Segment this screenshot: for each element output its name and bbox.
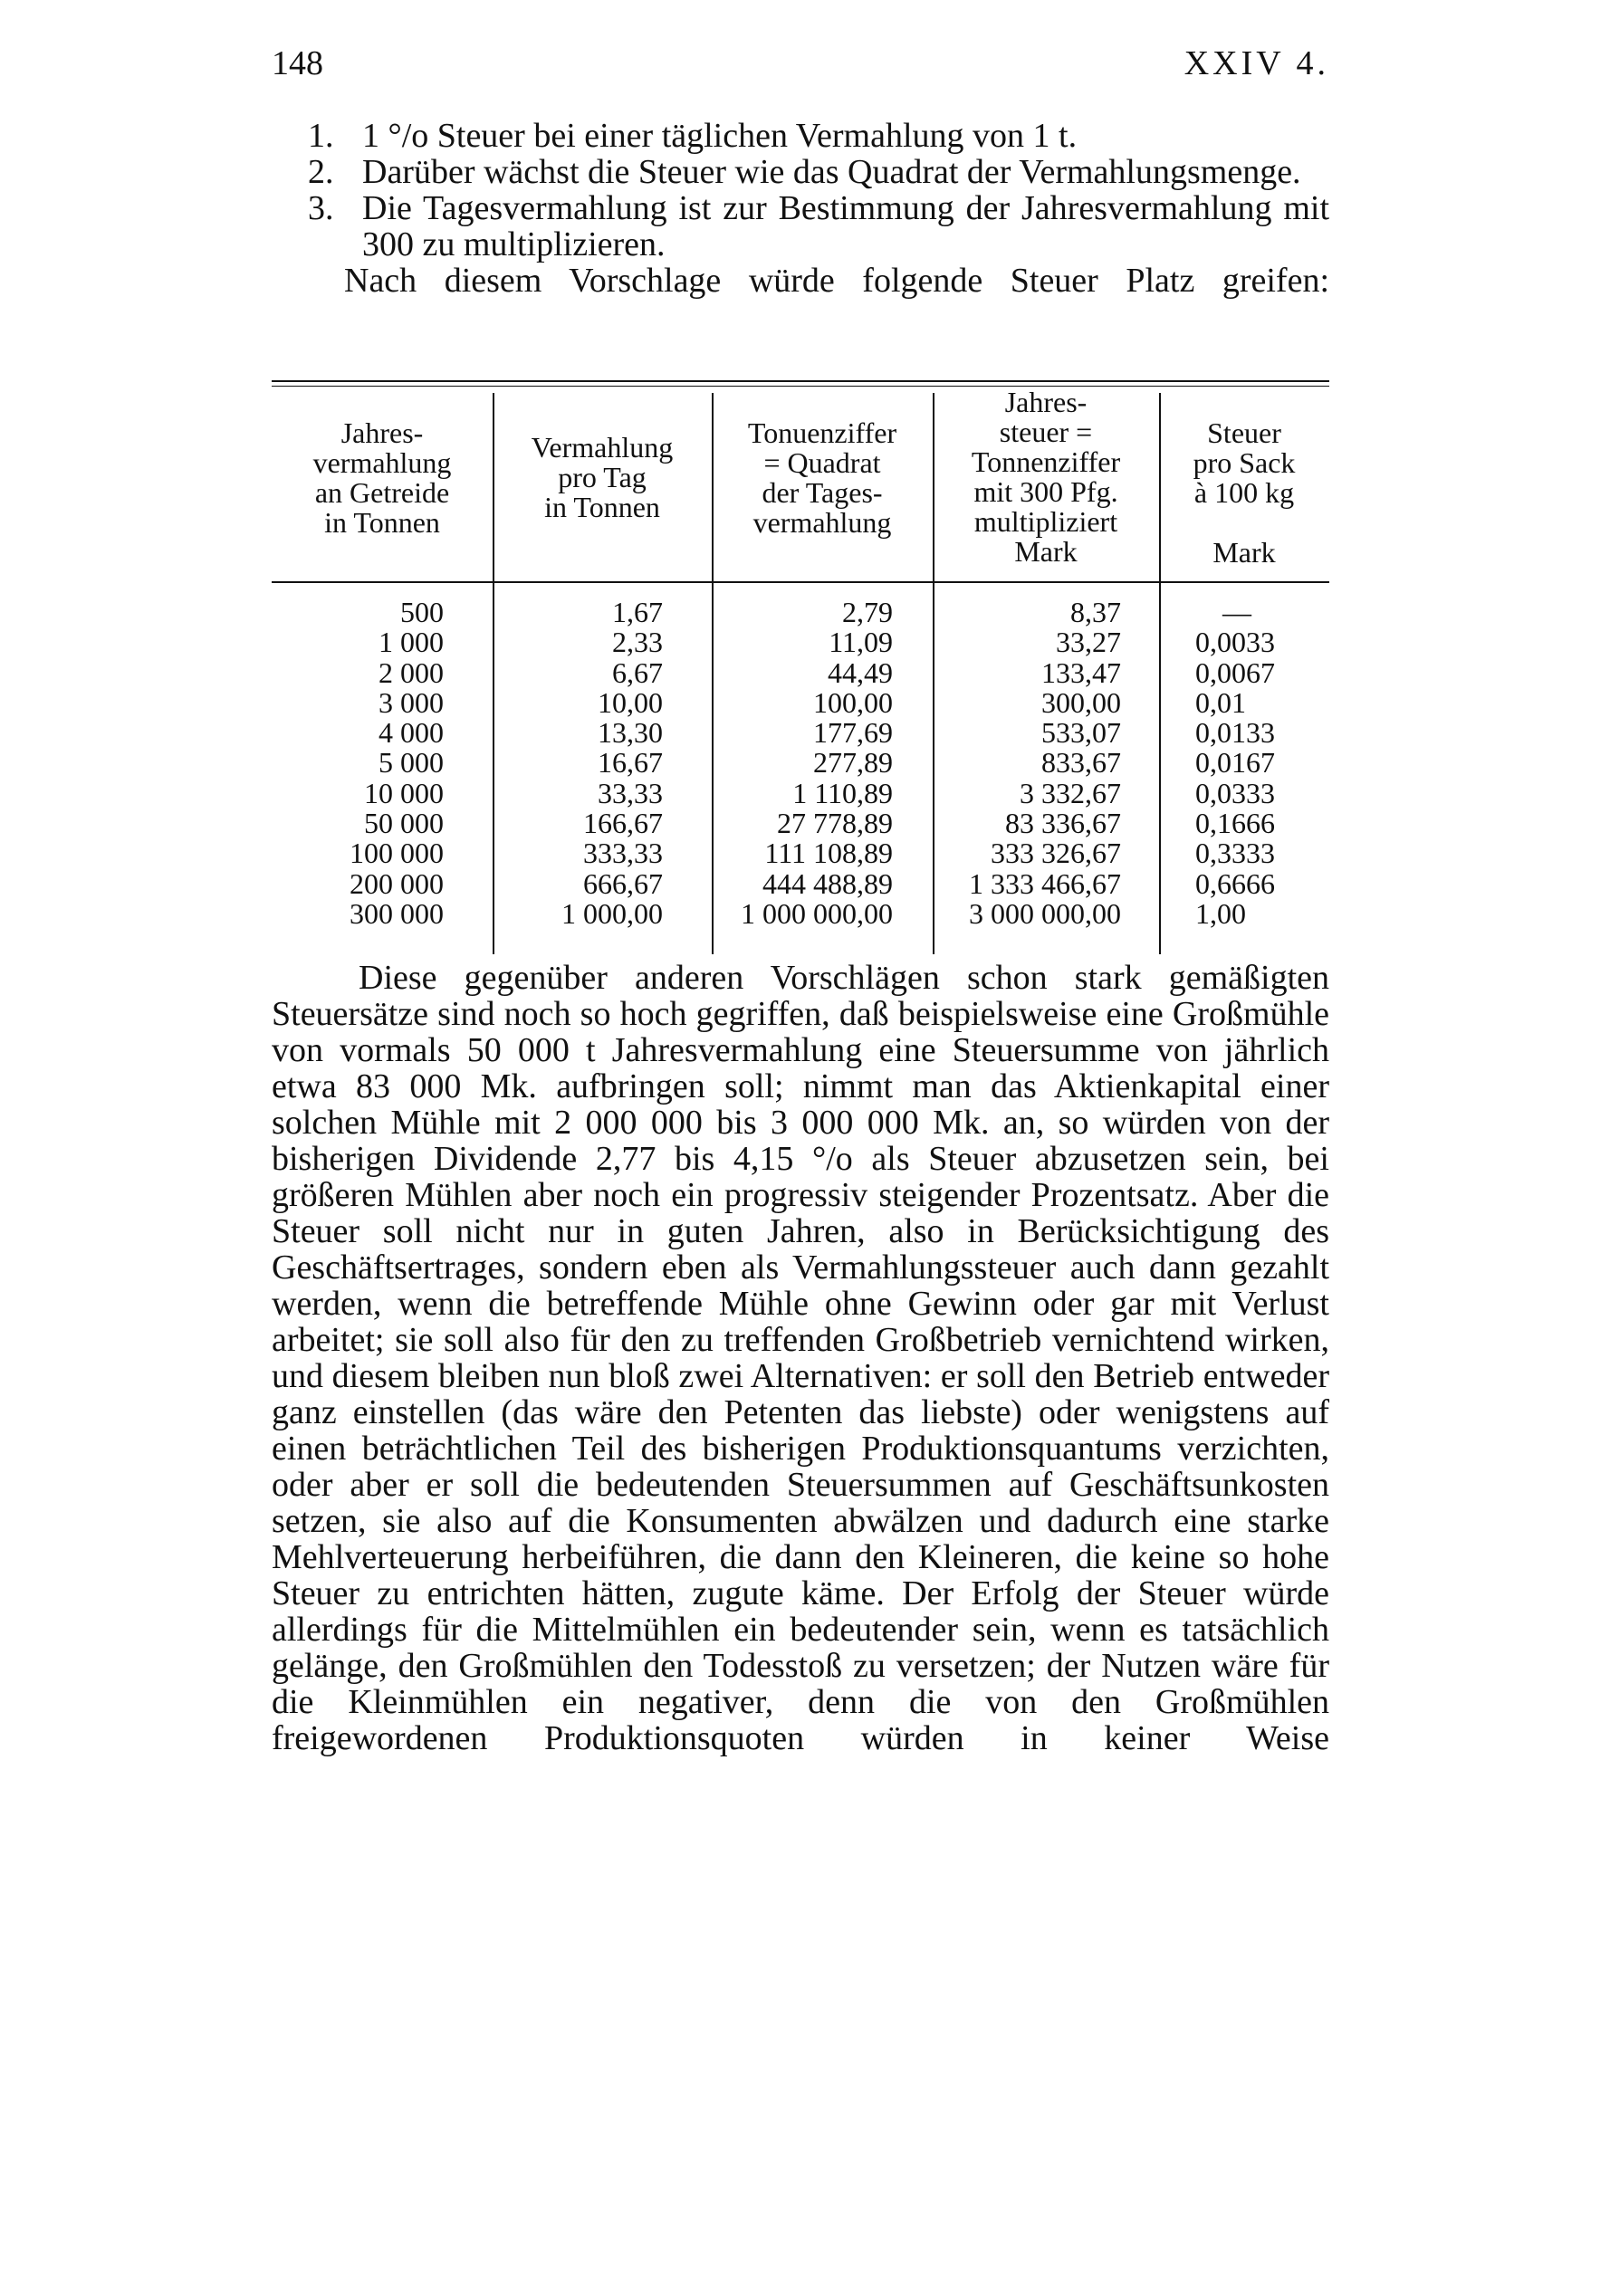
list-text: Darüber wächst die Steuer wie das Quadrat der Vermahlungsmenge. (362, 153, 1301, 191)
list-number: 2. (308, 153, 334, 191)
table-cell: 3 332,67 (1020, 776, 1121, 809)
table-cell: 833,67 (1041, 746, 1121, 780)
table-cell: 0,0133 (1195, 716, 1275, 750)
numbered-list (272, 118, 1329, 299)
table-cell: 1,67 (612, 596, 663, 628)
column-daily-milling (493, 598, 663, 929)
table-cell: 8,37 (1070, 596, 1121, 628)
list-text: Die Tagesvermahlung ist zur Bestimmung der Jahresvermahlung mit 300 zu multiplizieren. (362, 189, 1329, 263)
table-cell: 1 000 (379, 626, 444, 659)
table-cell: 533,07 (1041, 716, 1121, 750)
table-cell: 10,00 (598, 685, 663, 719)
column-ton-figure (712, 598, 893, 929)
table-cell: 200 000 (350, 866, 444, 900)
table-cell: 44,49 (828, 655, 893, 689)
table-top-rule (272, 380, 1329, 382)
table-cell: 0,0333 (1195, 776, 1275, 809)
table-cell: 0,6666 (1195, 866, 1275, 900)
table-cell: 177,69 (813, 716, 893, 750)
table-cell: 0,01 (1195, 685, 1246, 719)
table-cell: 3 000 (379, 685, 444, 719)
column-header-ton-figure: Tonuenziffer = Quadrat der Tages- vermahlung (747, 416, 897, 539)
table-cell: 100,00 (813, 685, 893, 719)
table-cell: 500 (400, 596, 444, 628)
list-text: 1 °/o Steuer bei einer täglichen Vermahlung von 1 t. (362, 117, 1078, 155)
table-cell: 166,67 (583, 807, 663, 840)
list-number: 1. (308, 117, 334, 155)
table-cell: 111 108,89 (764, 837, 893, 870)
table-cell: 10 000 (364, 776, 444, 809)
table-cell: 133,47 (1041, 655, 1121, 689)
table-cell: — (1222, 596, 1251, 628)
table-cell: 1 000 000,00 (741, 896, 893, 930)
page-header (272, 43, 1329, 92)
column-header-annual-tax: Jahres- steuer = Tonnenziffer mit 300 Pfg. multipliziert Mark (971, 386, 1121, 568)
table-cell: 16,67 (598, 746, 663, 780)
table-cell: 6,67 (612, 655, 663, 689)
table-cell: 100 000 (350, 837, 444, 870)
table-cell: 2,33 (612, 626, 663, 659)
table-cell: 333 326,67 (991, 837, 1121, 870)
table-cell: 2,79 (842, 596, 893, 628)
table-cell: 4 000 (379, 716, 444, 750)
table-cell: 666,67 (583, 866, 663, 900)
table-cell: 277,89 (813, 746, 893, 780)
table-cell: 33,27 (1056, 626, 1121, 659)
table-cell: 1 000,00 (561, 896, 663, 930)
table-cell: 13,30 (598, 716, 663, 750)
table-cell: 0,1666 (1195, 807, 1275, 840)
table-cell: 300 000 (350, 896, 444, 930)
list-item (272, 190, 1329, 263)
table-header-rule (272, 581, 1329, 583)
section-reference: XXIV 4. (1184, 44, 1329, 82)
table-cell: 33,33 (598, 776, 663, 809)
table-cell: 5 000 (379, 746, 444, 780)
table-cell: 2 000 (379, 655, 444, 689)
table-cell: 50 000 (364, 807, 444, 840)
list-item (272, 154, 1329, 190)
table-cell: 83 336,67 (1005, 807, 1121, 840)
table-cell: 1 333 466,67 (969, 866, 1121, 900)
page-number: 148 (272, 44, 323, 82)
body-text (272, 960, 1329, 1756)
table-top-rule-thin (272, 386, 1329, 387)
table-cell: 444 488,89 (762, 866, 893, 900)
column-header-annual-milling: Jahres- vermahlung an Getreide in Tonnen (312, 416, 452, 539)
table-cell: 27 778,89 (777, 807, 893, 840)
table-cell: 1 110,89 (792, 776, 893, 809)
table-cell: 300,00 (1041, 685, 1121, 719)
column-annual-milling (272, 598, 444, 929)
table-cell: 3 000 000,00 (969, 896, 1121, 930)
body-paragraph: Diese gegenüber anderen Vorschlägen schon stark gemäßigten Steuersätze sind noch so hoch gegriffen, daß beispielsweise eine Großmühle von vormals 50 000 t Jahresvermahlung eine Steuersumme von jährlich etwa 83 000 Mk. aufbringen soll; nimmt man das Aktienkapital einer solchen Mühle mit 2 000 000 bis 3 000 000 Mk. an, so würden von der bisherigen Dividende 2,77 bis 4,15 °/o als Steuer abzusetzen sein, bei größeren Mühlen aber noch ein progressiv steigender Prozentsatz. Aber die Steuer soll nicht nur in guten Jahren, also in Berücksichtigung des Geschäftsertrages, sondern eben als Vermahlungssteuer auch dann gezahlt werden, wenn die betreffende Mühle ohne Gewinn oder gar mit Verlust arbeitet; sie soll also für den zu treffenden Großbetrieb vernichtend wirken, und diesem bleiben nun bloß zwei Alternativen: er soll den Betrieb entweder ganz einstellen (das wäre den Petenten das liebste) oder wenigstens auf einen beträchtlichen Teil des bisherigen Produktionsquantums verzichten, oder aber er soll die bedeutenden Steuersummen auf Geschäftsunkosten setzen, sie also auf die Konsumenten abwälzen und dadurch eine starke Mehlverteuerung herbeiführen, die dann den Kleineren, die keine so hohe Steuer zu entrichten hätten, zugute käme. Der Erfolg der Steuer würde allerdings für die Mittelmühlen ein bedeutender sein, wenn es tatsächlich gelänge, den Großmühlen den Todesstoß zu versetzen; der Nutzen wäre für die Kleinmühlen ein negativer, denn die von den Großmühlen freigewordenen Produktionsquoten würden in keiner Weise (272, 959, 1329, 1757)
column-header-daily-milling: Vermahlung pro Tag in Tonnen (531, 431, 674, 523)
table-lead-sentence: Nach diesem Vorschlage würde folgende Steuer Platz greifen: (344, 262, 1329, 300)
list-item (272, 118, 1329, 154)
column-annual-tax (933, 598, 1121, 929)
table-cell: 11,09 (829, 626, 893, 659)
table-cell: 0,0067 (1195, 655, 1275, 689)
table-cell: 0,0167 (1195, 746, 1275, 780)
table-cell: 0,0033 (1195, 626, 1275, 659)
column-tax-per-sack (1195, 598, 1329, 929)
list-number: 3. (308, 189, 334, 227)
table-cell: 0,3333 (1195, 837, 1275, 870)
table-cell: 333,33 (583, 837, 663, 870)
table-cell: 1,00 (1195, 896, 1246, 930)
column-header-tax-per-sack: Steuer pro Sack à 100 kg Mark (1193, 416, 1296, 569)
